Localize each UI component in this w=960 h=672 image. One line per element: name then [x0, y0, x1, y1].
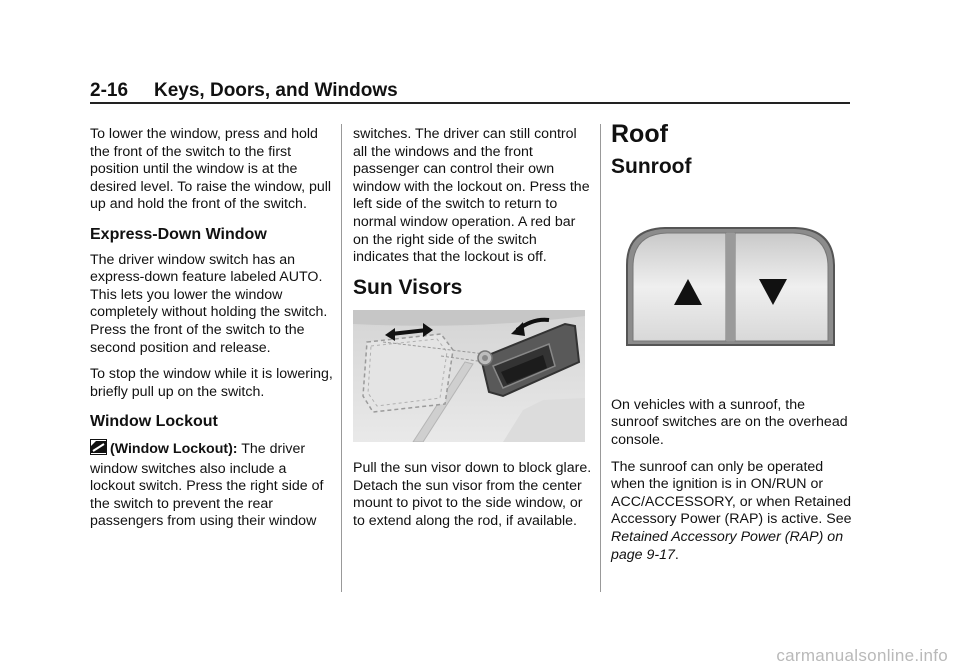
rap-cross-reference: Retained Accessory Power (RAP) on page 9-17	[611, 528, 844, 563]
window-lower-paragraph: To lower the window, press and hold the front of the switch to the first position until the window is at the desired level. To raise the window, pull up and hold the front of the switch.	[90, 126, 332, 213]
sunroof-location-paragraph: On vehicles with a sunroof, the sunroof switches are on the overhead console.	[611, 396, 848, 448]
window-lockout-paragraph	[90, 439, 334, 531]
sun-visor-paragraph: Pull the sun visor down to block glare. Detach the sun visor from the center mount to pivot to the side window, or to extend along the rod, if available.	[353, 459, 592, 529]
window-lockout-text: The driver window switches also include a lockout switch. Press the right side of the switch to prevent the rear passengers from using their window	[90, 440, 324, 530]
lockout-continued-paragraph: switches. The driver can still control all the windows and the front passenger can control their own window with the lockout on. Press the left side of the switch to return to normal window operation. A red bar on the right side of the switch indicates that the lockout is off.	[353, 126, 590, 266]
window-lockout-label: (Window Lockout):	[110, 440, 238, 457]
column-3	[611, 120, 853, 573]
window-lockout-icon	[90, 439, 107, 461]
column-2	[353, 126, 593, 539]
watermark: carmanualsonline.info	[776, 646, 948, 665]
window-lockout-heading: Window Lockout	[90, 413, 218, 431]
sunroof-operation-paragraph	[611, 459, 853, 565]
chapter-title: Keys, Doors, and Windows	[154, 80, 398, 101]
page-number: 2-16	[90, 80, 129, 101]
sunroof-heading: Sunroof	[611, 154, 692, 178]
page-header	[90, 80, 398, 102]
roof-heading: Roof	[611, 120, 668, 148]
sunroof-operation-end: .	[674, 546, 679, 563]
sunroof-operation-text: The sunroof can only be operated when the ignition is in ON/RUN or ACC/ACCESSORY, or when Retained Accessory Power (RAP) is active. See	[611, 458, 852, 528]
sunroof-switch-illustration	[625, 225, 853, 357]
column-1	[90, 126, 334, 540]
express-down-heading: Express-Down Window	[90, 225, 267, 243]
column-divider-2	[600, 124, 601, 592]
stop-window-paragraph: To stop the window while it is lowering, briefly pull up on the switch.	[90, 366, 333, 400]
column-divider-1	[341, 124, 342, 592]
header-rule	[90, 102, 850, 104]
sun-visors-heading: Sun Visors	[353, 275, 463, 299]
sun-visor-illustration	[353, 310, 593, 448]
express-down-paragraph: The driver window switch has an express-down feature labeled AUTO. This lets you lower the window completely without holding the switch. Press the front of the switch to the second position and release.	[90, 251, 328, 356]
